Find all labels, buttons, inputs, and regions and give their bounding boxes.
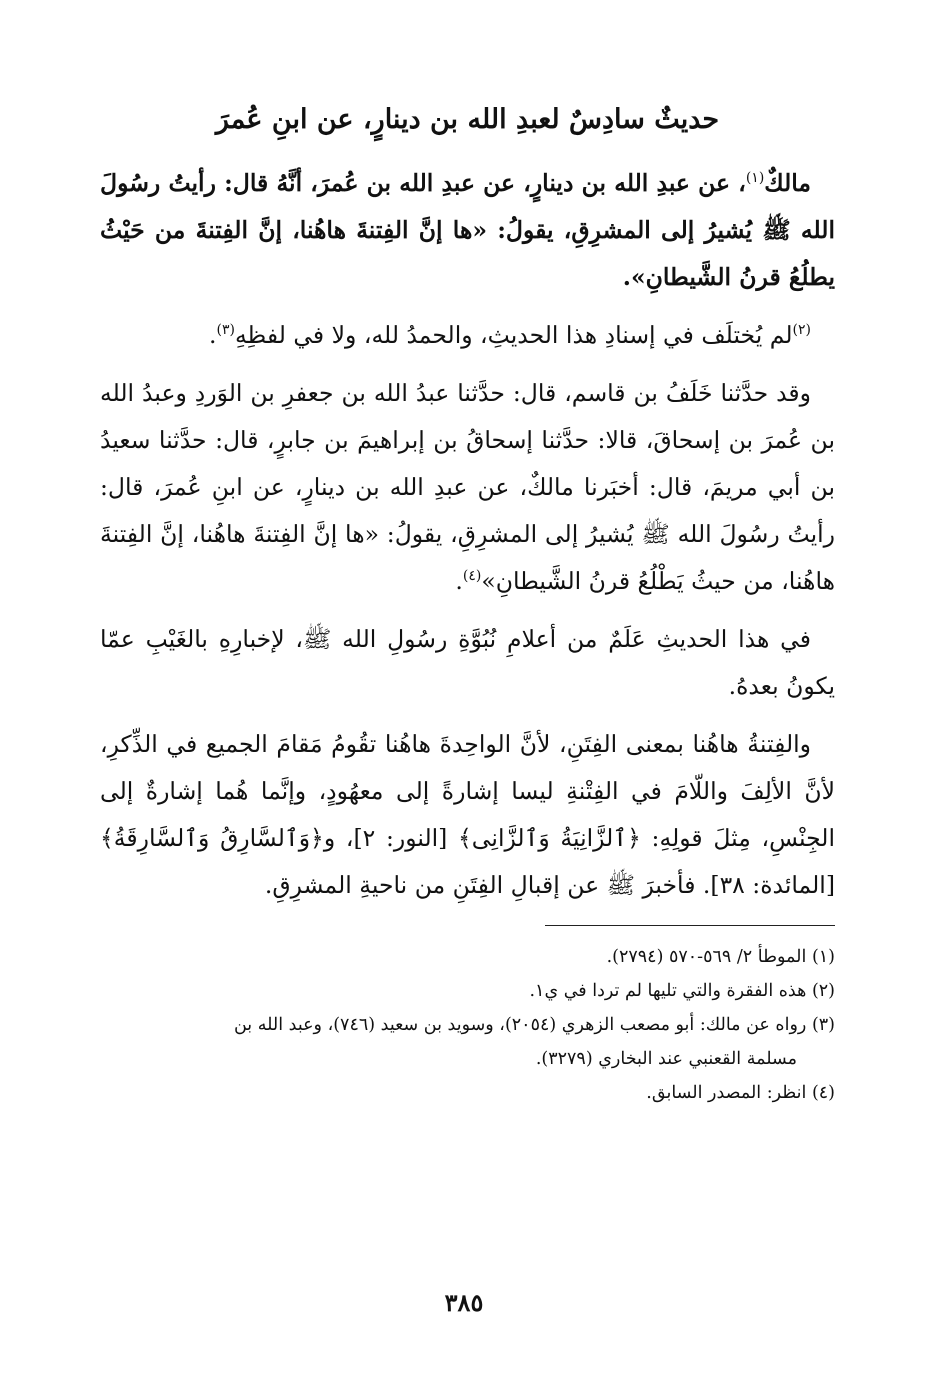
footnote-4 [100, 1076, 835, 1110]
isnad-note-paragraph [100, 312, 835, 359]
explanation-text: والفِتنةُ هاهُنا بمعنى الفِتَنِ، لأنَّ الواحِدةَ هاهُنا تقُومُ مَقامَ الجميع في الذِّكرِ، لأنَّ الألِفَ واللّامَ في الفِتْنةِ ليسا إشارةً إلى معهُودٍ، وإنَّما هُما إشارةٌ إلى الجِنْسِ، مِثلَ قولِهِ: ﴿ٱلزَّانِيَةُ وَٱلزَّانِى﴾ [النور: ٢]، و﴿وَٱلسَّارِقُ وَٱلسَّارِقَةُ﴾ [المائدة: ٣٨]. [100, 730, 835, 899]
footnote-1 [100, 940, 835, 974]
footnote-number: (٣) [811, 1015, 835, 1035]
explanation-paragraph [100, 721, 835, 909]
isnad-note-end: . [209, 321, 217, 349]
footnote-text: انظر: المصدر السابق. [646, 1083, 807, 1103]
footnote-text: الموطأ ٢/ ٥٦٩-٥٧٠ (٢٧٩٤). [606, 947, 807, 967]
footnote-ref-2[interactable]: (٢) [792, 322, 811, 339]
chain-text: وقد حدَّثنا خَلَفُ بن قاسم، قال: حدَّثنا عبدُ الله بن جعفرِ بن الوَردِ وعبدُ الله بن عُمرَ بن إسحاقَ، قالا: حدَّثنا إسحاقُ بن إبراهيمَ بن جابرٍ، قال: حدَّثنا سعيدُ بن أبي مريمَ، قال: أخبَرنا مالكٌ، عن عبدِ الله بن دينارٍ، عن ابنِ عُمرَ، قال: رأيتُ رسُولَ الله ﷺ يُشيرُ إلى المشرِقِ، يقولُ: «ها إنَّ الفِتنةَ هاهُنا، إنَّ الفِتنةَ هاهُنا، من حيثُ يَطْلُعُ قرنُ الشَّيطانِ» [100, 379, 835, 595]
footnote-number: (٤) [811, 1083, 835, 1103]
footnote-ref-4[interactable]: (٤) [462, 568, 482, 585]
footnote-2 [100, 974, 835, 1008]
footnote-number: (٢) [811, 981, 835, 1001]
footnote-ref-3[interactable]: (٣) [216, 322, 235, 339]
page-body [100, 100, 835, 1110]
footnote-text: رواه عن مالك: أبو مصعب الزهري (٢٠٥٤)، وسويد بن سعيد (٧٤٦)، وعبد الله بن [233, 1015, 807, 1035]
footnote-text: هذه الفقرة والتي تليها لم تردا في ي١. [529, 981, 807, 1001]
footnote-3-continued: مسلمة القعنبي عند البخاري (٣٢٧٩). [535, 1049, 797, 1069]
page-number: ٣٨٥ [444, 1288, 484, 1317]
footnote-ref-1[interactable]: (١) [745, 170, 765, 187]
chain-paragraph [100, 370, 835, 605]
footnote-number: (١) [811, 947, 835, 967]
footnotes [100, 940, 835, 1110]
chain-text-end: . [455, 567, 463, 595]
footnote-divider [545, 925, 835, 926]
commentary-paragraph: في هذا الحديثِ عَلَمٌ من أعلامِ نُبُوَّةِ رسُولِ الله ﷺ، لإخبارِهِ بالغَيْبِ عمّا يكونُ بعدهُ. [100, 625, 835, 700]
hadith-text-start: مالكٌ [764, 169, 811, 197]
isnad-note-text: لم يُختلَف في إسنادِ هذا الحديثِ، والحمدُ لله، ولا في لفظِهِ [234, 321, 793, 349]
hadith-text-rest: ، عن عبدِ الله بن دينارٍ، عن عبدِ الله بن عُمرَ، أنَّهُ قال: رأيتُ رسُولَ الله ﷺ يُشيرُ إلى المشرِقِ، يقولُ: «ها إنَّ الفِتنةَ هاهُنا، إنَّ الفِتنةَ من حَيْثُ يطلُعُ قرنُ الشَّيطانِ». [100, 169, 835, 291]
explanation-conclusion: فأخبرَ ﷺ عن إقبالِ الفِتَنِ من ناحيةِ المشرِقِ. [264, 871, 696, 899]
hadith-text-paragraph [100, 160, 835, 301]
hadith-title: حديثٌ سادِسٌ لعبدِ الله بن دينارٍ، عن ابنِ عُمرَ [215, 104, 720, 135]
footnote-3 [100, 1008, 835, 1042]
